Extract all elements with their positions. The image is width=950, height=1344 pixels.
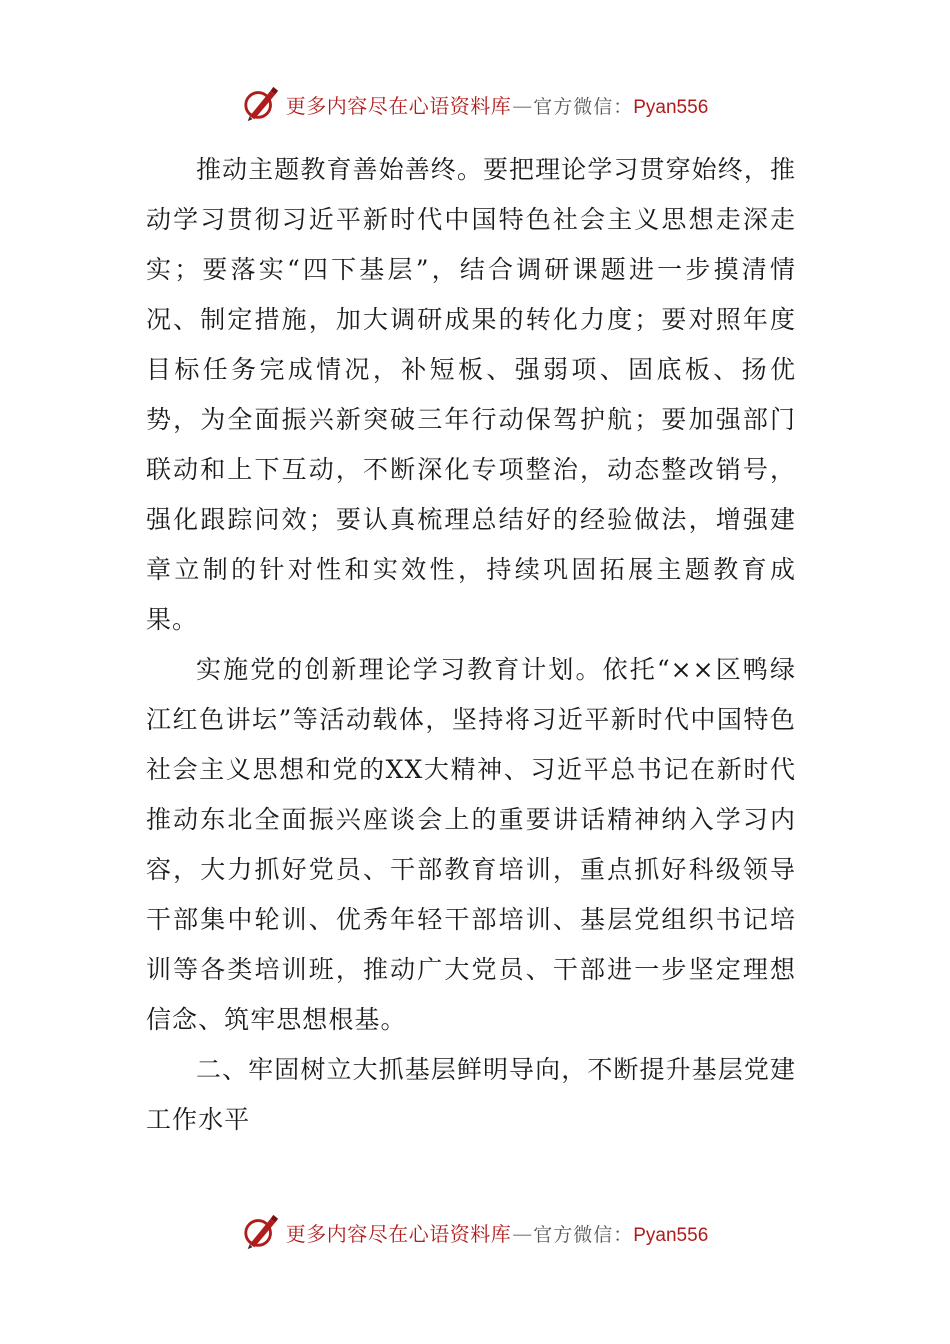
- pen-circle-icon: [242, 85, 280, 123]
- pen-circle-icon: [242, 1213, 280, 1251]
- footer-banner-sub: 官方微信：: [533, 1223, 634, 1246]
- header-banner-handle: Pyan556: [633, 96, 709, 118]
- header-banner-text: [286, 90, 709, 119]
- footer-banner-main: 更多内容尽在心语资料库: [285, 1221, 512, 1246]
- footer-banner-handle: Pyan556: [633, 1224, 709, 1246]
- footer-banner: [0, 1210, 950, 1254]
- header-banner-main: 更多内容尽在心语资料库: [285, 93, 512, 118]
- section-heading-2: 二、牢固树立大抓基层鲜明导向，不断提升基层党建工作水平: [146, 1055, 796, 1134]
- footer-banner-text: [286, 1218, 709, 1247]
- header-banner: [0, 82, 950, 126]
- paragraph-1: 推动主题教育善始善终。要把理论学习贯穿始终，推动学习贯彻习近平新时代中国特色社会主义思想走深走实；要落实“四下基层”，结合调研课题进一步摸清情况、制定措施，加大调研成果的转化力度；要对照年度目标任务完成情况，补短板、强弱项、固底板、扬优势，为全面振兴新突破三年行动保驾护航；要加强部门联动和上下互动，不断深化专项整治，动态整改销号，强化跟踪问效；要认真梳理总结好的经验做法，增强建章立制的针对性和实效性，持续巩固拓展主题教育成果。: [146, 155, 796, 634]
- document-body: [146, 145, 796, 1145]
- header-banner-sub: 官方微信：: [533, 95, 634, 118]
- paragraph-2: 实施党的创新理论学习教育计划。依托“××区鸭绿江红色讲坛”等活动载体，坚持将习近平新时代中国特色社会主义思想和党的XX大精神、习近平总书记在新时代推动东北全面振兴座谈会上的重要讲话精神纳入学习内容，大力抓好党员、干部教育培训，重点抓好科级领导干部集中轮训、优秀年轻干部培训、基层党组织书记培训等各类培训班，推动广大党员、干部进一步坚定理想信念、筑牢思想根基。: [146, 655, 796, 1034]
- footer-banner-dash: —: [512, 1221, 533, 1246]
- header-banner-dash: —: [512, 93, 533, 118]
